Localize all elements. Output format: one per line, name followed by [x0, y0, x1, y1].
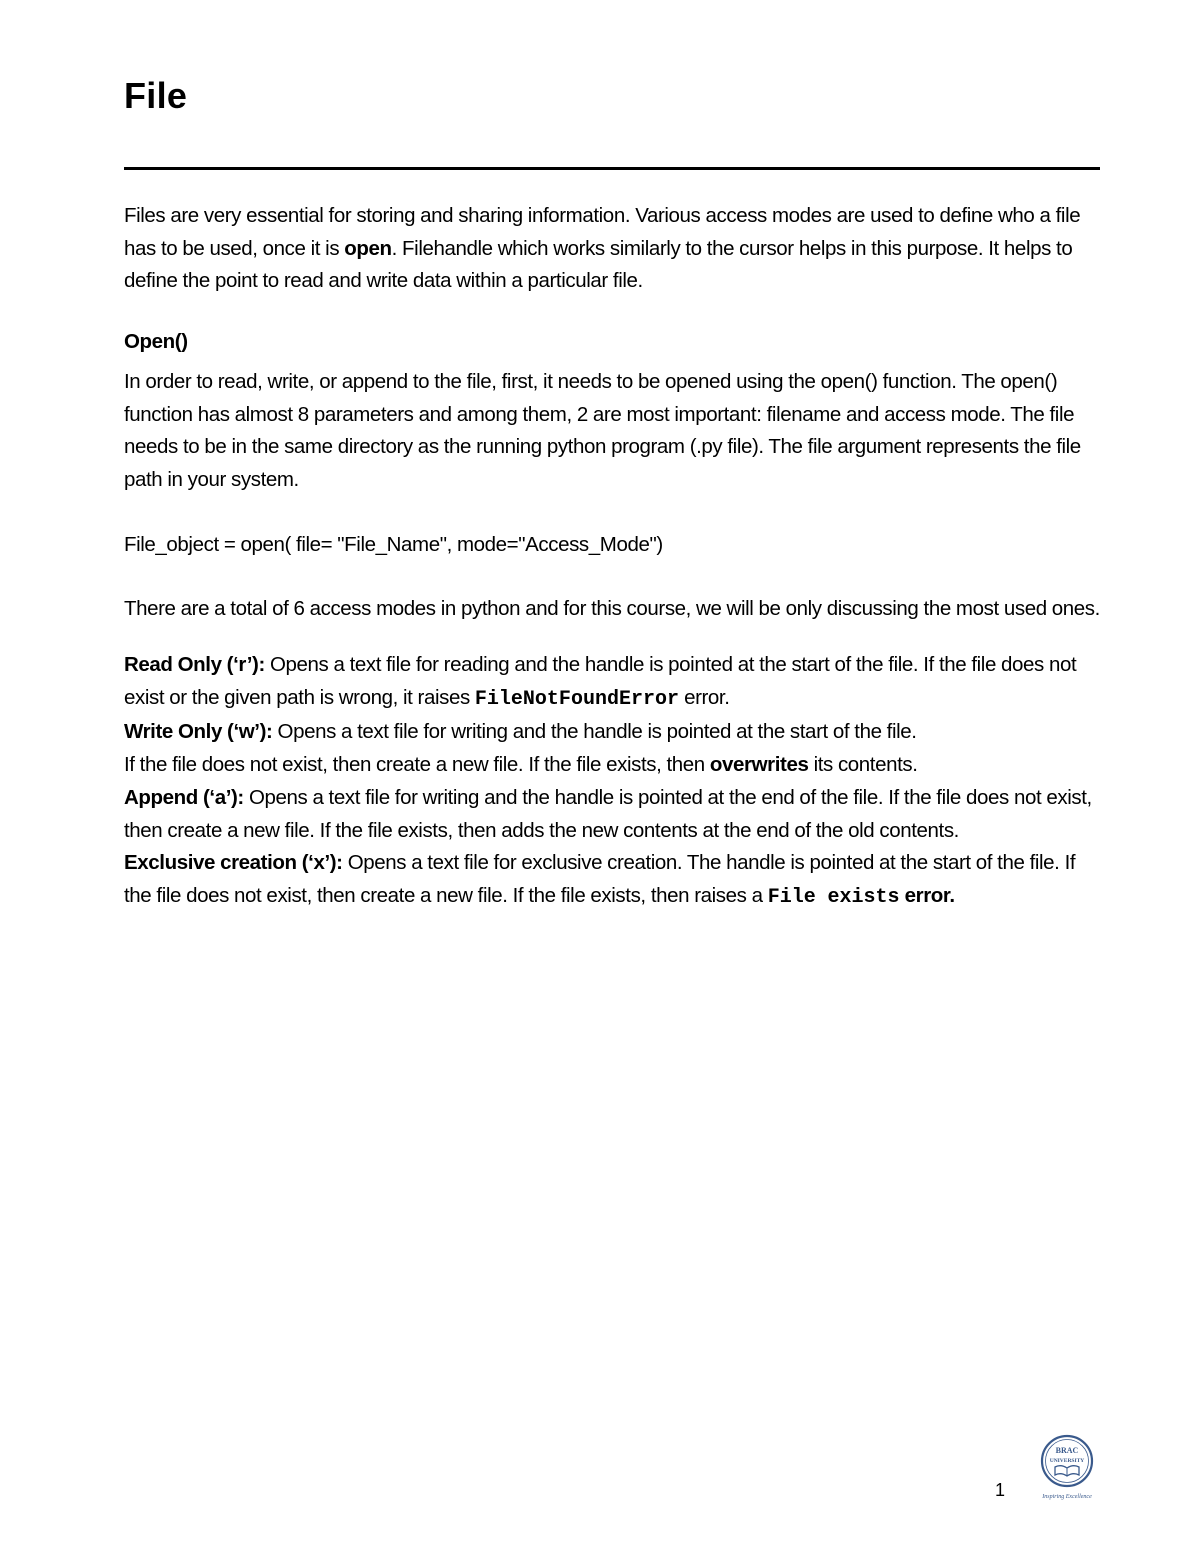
document-body	[124, 200, 1104, 915]
modes-intro-paragraph: There are a total of 6 access modes in python and for this course, we will be only discussing the most used ones.	[124, 597, 1100, 621]
intro-text-1: Files are very essential for storing and sharing information. Various access modes are used to define who a file has to be used, once it is	[124, 204, 1081, 260]
mode-read-text: Opens a text file for reading and the handle is pointed at the start of the file. If the file does not exist or the given path is wrong, it raises	[124, 653, 1077, 709]
code-line: File_object = open( file= "File_Name", mode="Access_Mode")	[124, 532, 663, 556]
mode-exclusive	[124, 847, 1104, 914]
mode-append-text: Opens a text file for writing and the handle is pointed at the end of the file. If the file does not exist, then create a new file. If the file exists, then adds the new contents at the end of the old contents.	[124, 785, 1092, 842]
mode-append-label: Append (‘a’):	[124, 785, 244, 809]
mode-write-text: Opens a text file for writing and the handle is pointed at the start of the file.	[272, 720, 917, 744]
mode-write-label: Write Only (‘w’):	[124, 720, 273, 744]
mode-write-overwrites: overwrites	[709, 753, 809, 777]
mode-write-line2-after: its contents.	[808, 753, 918, 777]
mode-write-line2	[124, 749, 1104, 782]
logo-university: UNIVERSITY	[1049, 1458, 1085, 1464]
logo-tagline: Inspiring Excellence	[1042, 1494, 1092, 1500]
logo-brac: BRAC	[1055, 1446, 1079, 1455]
mode-exclusive-text: Opens a text file for exclusive creation. The handle is pointed at the start of the file. If the file does not exist, then create a new file. If the file exists, then raises a	[124, 851, 1076, 907]
mode-read-label: Read Only (‘r’):	[124, 653, 265, 677]
mode-append	[124, 782, 1104, 847]
title-divider	[124, 167, 1100, 170]
brac-university-logo	[1028, 1432, 1106, 1502]
intro-paragraph	[124, 200, 1104, 298]
mode-read	[124, 649, 1104, 716]
page-title: File	[124, 75, 188, 116]
mode-read-text-after: error.	[678, 685, 730, 709]
intro-text-2: . Filehandle which works similarly to the cursor helps in this purpose. It helps to define the point to read and write data within a particular file.	[124, 236, 1073, 293]
mode-read-code: FileNotFoundError	[474, 687, 679, 711]
mode-exclusive-text-after: error.	[899, 883, 955, 907]
open-section-heading: Open()	[124, 330, 188, 354]
mode-write-line2-before: If the file does not exist, then create a new file. If the file exists, then	[124, 753, 710, 777]
intro-open-word: open	[344, 236, 392, 260]
open-section-paragraph: In order to read, write, or append to the file, first, it needs to be opened using the open() function. The open() function has almost 8 parameters and among them, 2 are most important: filename and access mode. The file needs to be in the same directory as the running python program (.py file). The file argument represents the file path in your system.	[124, 369, 1081, 491]
page-number: 1	[995, 1480, 1006, 1500]
mode-write	[124, 716, 1104, 749]
mode-exclusive-label: Exclusive creation (‘x’):	[124, 851, 343, 875]
mode-exclusive-code: File exists	[767, 885, 900, 909]
